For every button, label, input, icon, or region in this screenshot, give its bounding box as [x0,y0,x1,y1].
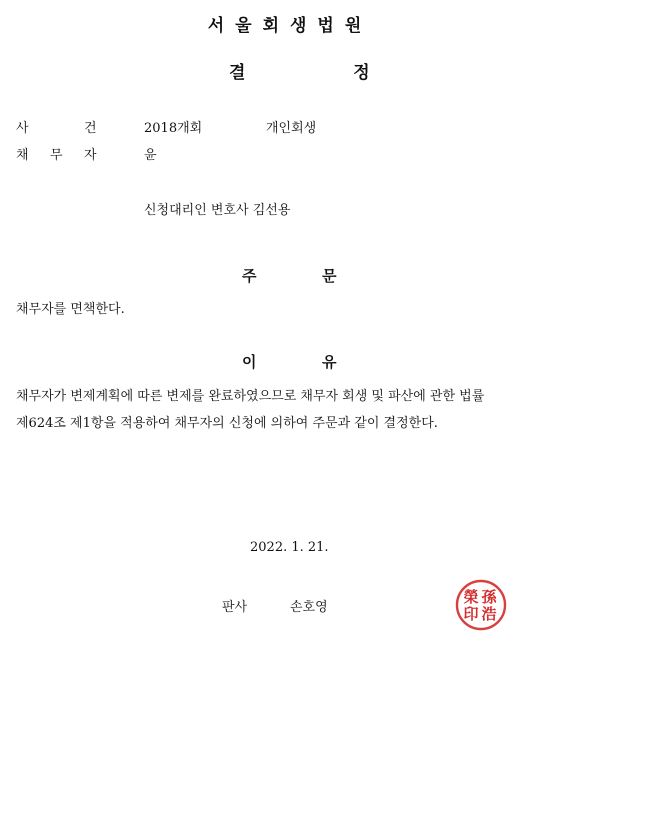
doc-type-char-1: 결 [229,63,246,83]
judge-name: 손호영 [290,600,328,615]
decision-date: 2022. 1. 21. [250,540,329,555]
debtor-name: 윤 [144,148,157,163]
reason-line-1: 채무자가 변제계획에 따른 변제를 완료하였으므로 채무자 회생 및 파산에 관한 법률 [16,389,485,404]
order-title-1: 주 [242,267,257,285]
order-title-2: 문 [322,267,337,285]
court-name: 서울회생법원 [207,16,373,36]
debtor-label-3: 자 [84,148,97,163]
reason-line-2: 제624조 제1항을 적용하여 채무자의 신청에 의하여 주문과 같이 결정한다. [16,416,438,431]
document-type [229,58,370,83]
applicant-agent: 신청대리인 변호사 김선용 [144,203,291,218]
case-type: 개인회생 [266,121,317,136]
svg-text:印: 印 [463,605,479,623]
case-label-1: 사 [16,121,29,136]
svg-text:浩: 浩 [481,605,497,623]
case-label-2: 건 [84,121,97,136]
reason-title-2: 유 [322,353,337,371]
judge-title: 판사 [222,600,248,615]
case-number: 2018개회 [144,121,203,136]
debtor-label-2: 무 [50,148,63,163]
svg-text:孫: 孫 [481,588,497,606]
judge-seal-stamp [454,578,508,632]
order-text: 채무자를 면책한다. [16,302,125,317]
doc-type-char-2: 정 [353,63,370,83]
reason-title-1: 이 [242,353,257,371]
debtor-label-1: 채 [16,148,29,163]
svg-text:榮: 榮 [463,588,479,606]
